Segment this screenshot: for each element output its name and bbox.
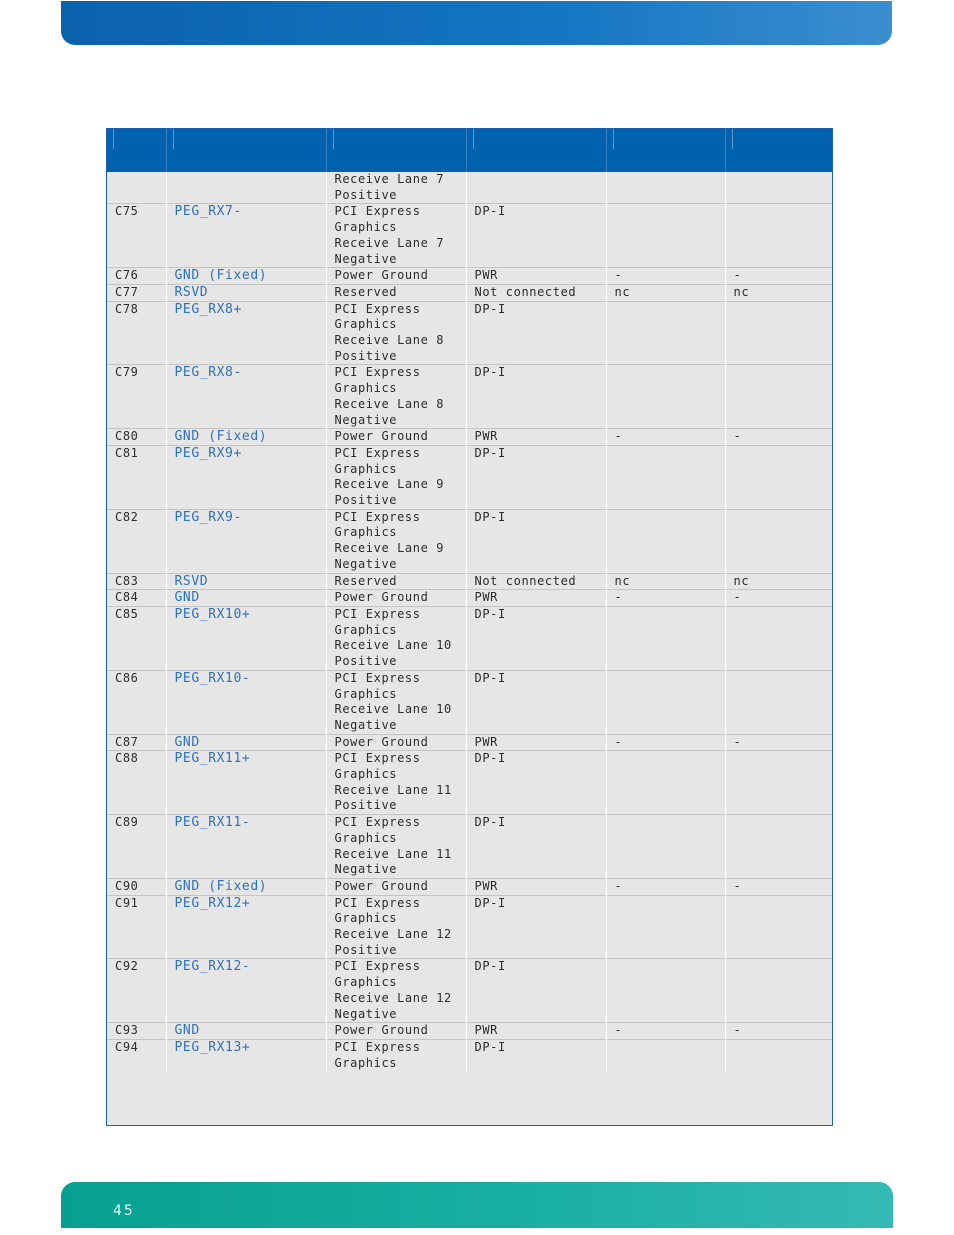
column5-cell: -: [606, 878, 725, 895]
signal-name-link[interactable]: GND: [166, 1023, 326, 1040]
type-cell: Not connected: [466, 284, 606, 301]
type-cell: PWR: [466, 268, 606, 285]
pin-number-cell: C85: [107, 606, 166, 670]
page-number: 45: [113, 1203, 135, 1219]
description-cell: PCI Express Graphics Receive Lane 9 Negative: [326, 509, 466, 573]
header-cell-description: [326, 129, 466, 172]
column6-cell: -: [725, 268, 832, 285]
description-cell: PCI Express Graphics: [326, 1039, 466, 1071]
table-row: [107, 670, 832, 734]
table-row: [107, 751, 832, 815]
description-cell: Power Ground: [326, 878, 466, 895]
column5-cell: [606, 815, 725, 879]
column5-cell: -: [606, 268, 725, 285]
column5-cell: -: [606, 590, 725, 607]
type-cell: Not connected: [466, 573, 606, 590]
description-cell: Reserved: [326, 284, 466, 301]
column6-cell: [725, 1039, 832, 1071]
pin-table: [106, 128, 833, 1126]
signal-name-link[interactable]: RSVD: [166, 573, 326, 590]
signal-name-link[interactable]: PEG_RX7-: [166, 204, 326, 268]
column6-cell: [725, 445, 832, 509]
column5-cell: [606, 751, 725, 815]
column5-cell: [606, 670, 725, 734]
table-row: [107, 365, 832, 429]
pin-number-cell: C88: [107, 751, 166, 815]
table-row: [107, 204, 832, 268]
column5-cell: -: [606, 429, 725, 446]
table-row: [107, 815, 832, 879]
table-row: [107, 284, 832, 301]
header-cell-col6: [725, 129, 832, 172]
column5-cell: [606, 172, 725, 204]
pin-number-cell: C91: [107, 895, 166, 959]
column6-cell: -: [725, 1023, 832, 1040]
signal-name-link[interactable]: PEG_RX11+: [166, 751, 326, 815]
pin-number-cell: [107, 172, 166, 204]
pin-number-cell: C83: [107, 573, 166, 590]
type-cell: DP-I: [466, 509, 606, 573]
type-cell: DP-I: [466, 751, 606, 815]
description-cell: PCI Express Graphics Receive Lane 8 Negative: [326, 365, 466, 429]
column6-cell: [725, 509, 832, 573]
type-cell: [466, 172, 606, 204]
column6-cell: -: [725, 734, 832, 751]
type-cell: DP-I: [466, 895, 606, 959]
signal-name-link[interactable]: PEG_RX8-: [166, 365, 326, 429]
signal-name-link[interactable]: PEG_RX10+: [166, 606, 326, 670]
column6-cell: [725, 204, 832, 268]
header-cell-type: [466, 129, 606, 172]
signal-name-link[interactable]: PEG_RX10-: [166, 670, 326, 734]
signal-name-link[interactable]: PEG_RX8+: [166, 301, 326, 365]
pin-number-cell: C87: [107, 734, 166, 751]
signal-name-link[interactable]: PEG_RX12-: [166, 959, 326, 1023]
column6-cell: -: [725, 878, 832, 895]
column5-cell: -: [606, 1023, 725, 1040]
description-cell: PCI Express Graphics Receive Lane 11 Positive: [326, 751, 466, 815]
table-row: [107, 268, 832, 285]
pin-number-cell: C76: [107, 268, 166, 285]
signal-name-link[interactable]: GND (Fixed): [166, 268, 326, 285]
type-cell: DP-I: [466, 670, 606, 734]
pin-number-cell: C89: [107, 815, 166, 879]
table-header: [107, 129, 832, 172]
table-body: [107, 172, 832, 1071]
description-cell: Power Ground: [326, 268, 466, 285]
column6-cell: [725, 365, 832, 429]
column6-cell: [725, 959, 832, 1023]
table-row: [107, 895, 832, 959]
description-cell: PCI Express Graphics Receive Lane 10 Positive: [326, 606, 466, 670]
column6-cell: -: [725, 590, 832, 607]
description-cell: PCI Express Graphics Receive Lane 12 Positive: [326, 895, 466, 959]
pin-number-cell: C77: [107, 284, 166, 301]
column6-cell: [725, 751, 832, 815]
type-cell: DP-I: [466, 445, 606, 509]
description-cell: Power Ground: [326, 1023, 466, 1040]
column5-cell: nc: [606, 284, 725, 301]
description-cell: Reserved: [326, 573, 466, 590]
signal-name-link[interactable]: GND (Fixed): [166, 429, 326, 446]
column6-cell: -: [725, 429, 832, 446]
signal-name-link[interactable]: RSVD: [166, 284, 326, 301]
type-cell: PWR: [466, 734, 606, 751]
signal-name-link[interactable]: PEG_RX12+: [166, 895, 326, 959]
column5-cell: [606, 509, 725, 573]
type-cell: PWR: [466, 878, 606, 895]
pin-number-cell: C80: [107, 429, 166, 446]
column5-cell: [606, 365, 725, 429]
description-cell: PCI Express Graphics Receive Lane 8 Positive: [326, 301, 466, 365]
column6-cell: [725, 606, 832, 670]
header-cell-col5: [606, 129, 725, 172]
signal-name-link[interactable]: PEG_RX9+: [166, 445, 326, 509]
pin-number-cell: C93: [107, 1023, 166, 1040]
column6-cell: nc: [725, 573, 832, 590]
table-row: [107, 878, 832, 895]
description-cell: PCI Express Graphics Receive Lane 10 Negative: [326, 670, 466, 734]
pin-number-cell: C75: [107, 204, 166, 268]
column6-cell: [725, 172, 832, 204]
table-row: [107, 1023, 832, 1040]
table-row: [107, 734, 832, 751]
header-banner: [61, 1, 892, 45]
column5-cell: [606, 959, 725, 1023]
column5-cell: [606, 895, 725, 959]
column5-cell: [606, 204, 725, 268]
description-cell: Receive Lane 7 Positive: [326, 172, 466, 204]
table-row: [107, 172, 832, 204]
type-cell: PWR: [466, 1023, 606, 1040]
table-row: [107, 509, 832, 573]
column6-cell: [725, 815, 832, 879]
signal-name-link[interactable]: [166, 172, 326, 204]
type-cell: DP-I: [466, 301, 606, 365]
table-row: [107, 445, 832, 509]
table-row: [107, 429, 832, 446]
pin-number-cell: C94: [107, 1039, 166, 1071]
signal-name-link[interactable]: PEG_RX9-: [166, 509, 326, 573]
type-cell: DP-I: [466, 959, 606, 1023]
pin-number-cell: C90: [107, 878, 166, 895]
type-cell: DP-I: [466, 1039, 606, 1071]
header-cell-signal: [166, 129, 326, 172]
pin-number-cell: C82: [107, 509, 166, 573]
signal-name-link[interactable]: PEG_RX11-: [166, 815, 326, 879]
table-row: [107, 573, 832, 590]
table-row: [107, 606, 832, 670]
pin-number-cell: C78: [107, 301, 166, 365]
type-cell: DP-I: [466, 815, 606, 879]
signal-name-link[interactable]: GND (Fixed): [166, 878, 326, 895]
pin-number-cell: C86: [107, 670, 166, 734]
table-row: [107, 1039, 832, 1071]
signal-name-link[interactable]: GND: [166, 734, 326, 751]
header-cell-pin: [107, 129, 166, 172]
description-cell: Power Ground: [326, 429, 466, 446]
table-row: [107, 590, 832, 607]
table-row: [107, 301, 832, 365]
table-row: [107, 959, 832, 1023]
column5-cell: [606, 1039, 725, 1071]
type-cell: PWR: [466, 590, 606, 607]
footer-banner: [61, 1182, 893, 1228]
column5-cell: [606, 445, 725, 509]
description-cell: PCI Express Graphics Receive Lane 12 Negative: [326, 959, 466, 1023]
type-cell: PWR: [466, 429, 606, 446]
column6-cell: [725, 301, 832, 365]
column6-cell: nc: [725, 284, 832, 301]
column6-cell: [725, 895, 832, 959]
signal-name-link[interactable]: GND: [166, 590, 326, 607]
column6-cell: [725, 670, 832, 734]
description-cell: Power Ground: [326, 590, 466, 607]
column5-cell: nc: [606, 573, 725, 590]
pin-number-cell: C92: [107, 959, 166, 1023]
column5-cell: -: [606, 734, 725, 751]
pin-number-cell: C79: [107, 365, 166, 429]
type-cell: DP-I: [466, 204, 606, 268]
pin-number-cell: C84: [107, 590, 166, 607]
column5-cell: [606, 606, 725, 670]
description-cell: PCI Express Graphics Receive Lane 7 Negative: [326, 204, 466, 268]
signal-name-link[interactable]: PEG_RX13+: [166, 1039, 326, 1071]
type-cell: DP-I: [466, 606, 606, 670]
type-cell: DP-I: [466, 365, 606, 429]
pin-number-cell: C81: [107, 445, 166, 509]
description-cell: PCI Express Graphics Receive Lane 11 Negative: [326, 815, 466, 879]
description-cell: Power Ground: [326, 734, 466, 751]
description-cell: PCI Express Graphics Receive Lane 9 Positive: [326, 445, 466, 509]
column5-cell: [606, 301, 725, 365]
